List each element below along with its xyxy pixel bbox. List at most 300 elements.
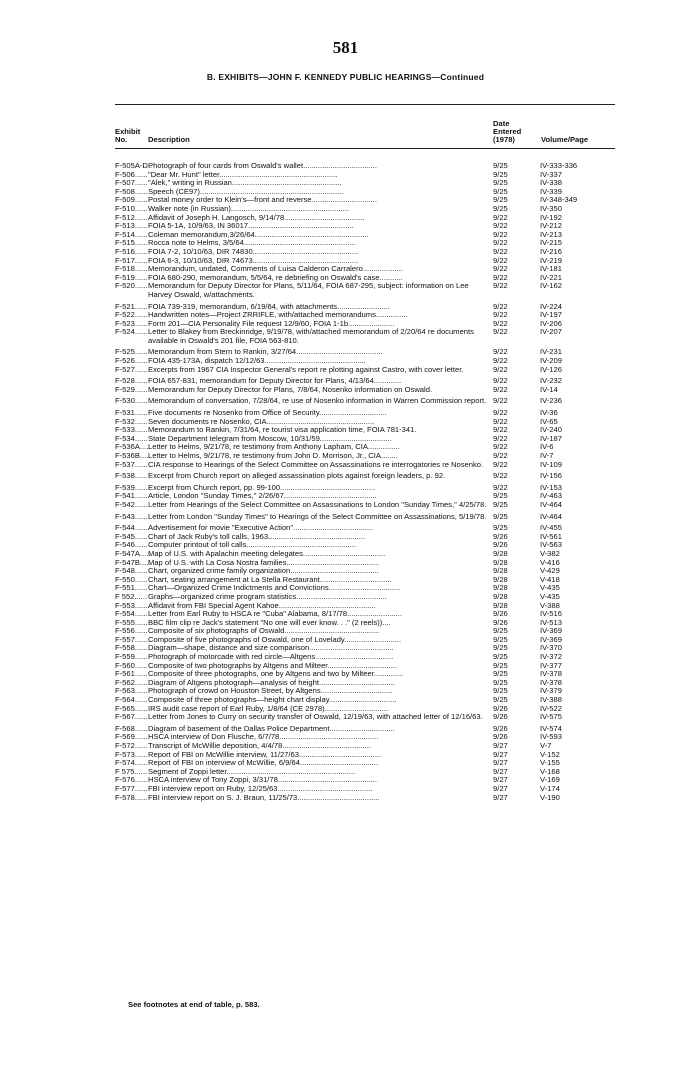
date-entered: 9/22 [493, 482, 508, 492]
table-row [115, 397, 615, 406]
volume-page: IV-192 [540, 212, 562, 222]
date-entered: 9/25 [493, 491, 508, 501]
exhibit-number: F-536A..... [115, 442, 151, 452]
exhibit-description: Graphs—organized crime program statistics........................................... [148, 591, 387, 601]
table-row [115, 713, 615, 722]
exhibit-number: F-516...... [115, 246, 148, 256]
date-entered: 9/22 [493, 425, 508, 435]
table-row [115, 328, 615, 345]
exhibit-number: F-556...... [115, 626, 148, 636]
date-entered: 9/22 [493, 442, 508, 452]
volume-page: IV-348-349 [540, 195, 578, 205]
exhibit-description: Letter from Hearings of the Select Committee on Assassinations to London "Sunday Times," 4/25/78. [148, 499, 487, 509]
exhibit-description: Chart of Jack Ruby's toll calls, 1963.............................................. [148, 531, 366, 541]
date-entered: 9/28 [493, 591, 508, 601]
volume-page: IV-181 [540, 264, 562, 274]
volume-page: IV-378 [540, 669, 562, 679]
date-entered: 9/27 [493, 766, 508, 776]
exhibit-description: IRS audit case report of Earl Ruby, 1/8/64 (CE 2978).............................. [148, 703, 389, 713]
volume-page: IV-240 [540, 425, 562, 435]
date-entered: 9/25 [493, 161, 508, 170]
date-entered: 9/25 [493, 652, 508, 662]
exhibit-number: F-505A-D.. [115, 161, 153, 170]
exhibit-number: F-528...... [115, 376, 148, 386]
table-row [115, 513, 615, 522]
exhibit-description: Excerpt from Church report on alleged assassination plots against foreign leaders, p. 92. [148, 471, 446, 481]
volume-page: IV-350 [540, 203, 562, 213]
volume-page: IV-197 [540, 310, 562, 320]
exhibit-number: F-574...... [115, 758, 148, 768]
table-row [115, 794, 615, 803]
date-entered: 9/22 [493, 281, 508, 291]
exhibit-number: F 552...... [115, 591, 148, 601]
date-entered: 9/25 [493, 186, 508, 196]
exhibit-description: FOIA 657-831, memorandum for Deputy Director for Plans, 4/13/64............. [148, 376, 402, 386]
exhibit-description: "Dear Mr. Hunt" letter........................................................ [148, 169, 338, 179]
exhibit-description: Report of FBI on interview of McWillie, 6/9/64..................................... [148, 758, 378, 768]
volume-page: IV-338 [540, 178, 562, 188]
volume-page: IV-369 [540, 626, 562, 636]
exhibit-number: F-559...... [115, 652, 148, 662]
date-entered: 9/26 [493, 703, 508, 713]
volume-page: IV-369 [540, 634, 562, 644]
date-entered: 9/28 [493, 574, 508, 584]
exhibit-number: F-538...... [115, 471, 148, 481]
exhibit-number: F-533...... [115, 425, 148, 435]
exhibit-description: FOIA 680-290, memorandum, 5/5/64, re debriefing on Oswald's case........... [148, 272, 403, 282]
volume-page: IV-212 [540, 221, 562, 231]
date-entered: 9/22 [493, 471, 508, 481]
exhibit-description: FBI interview report on S. J. Braun, 11/25/73....................................... [148, 792, 380, 802]
date-entered: 9/22 [493, 272, 508, 282]
exhibit-description: Letter to Helms, 9/21/78, re testimony from John D. Morrison, Jr., CIA........ [148, 451, 398, 460]
date-entered: 9/25 [493, 203, 508, 213]
volume-page: V-155 [540, 758, 560, 768]
volume-page: IV-378 [540, 677, 562, 687]
exhibit-description: HSCA interview of Tony Zoppi, 3/31/78............................................... [148, 775, 378, 785]
date-entered: 9/26 [493, 723, 508, 733]
volume-page: IV-563 [540, 540, 562, 550]
exhibit-number: F-555...... [115, 617, 148, 627]
exhibit-description: Coleman memorandum,3/26/64...................................................... [148, 229, 369, 239]
table-row [115, 501, 615, 510]
date-entered: 9/25 [493, 669, 508, 679]
exhibit-description: Memorandum to Rankin, 7/31/64, re tourist visa application time, FOIA 781-341. [148, 425, 417, 435]
volume-page: IV-463 [540, 491, 562, 501]
date-entered: 9/25 [493, 695, 508, 705]
exhibit-number: F-530...... [115, 396, 148, 406]
exhibit-number: F-563...... [115, 686, 148, 696]
volume-page: V-416 [540, 557, 560, 567]
exhibit-number: F-573...... [115, 749, 148, 759]
exhibit-number: F-554...... [115, 609, 148, 619]
header-top-rule [115, 104, 615, 105]
exhibit-number: F-523...... [115, 318, 148, 328]
volume-page: IV-162 [540, 281, 562, 291]
volume-page: IV-372 [540, 652, 562, 662]
date-entered: 9/22 [493, 212, 508, 222]
exhibit-description: "Alek," writing in Russian.................................................... [148, 178, 342, 188]
volume-page: IV-522 [540, 703, 562, 713]
date-entered: 9/25 [493, 511, 508, 521]
exhibit-number: F-518...... [115, 264, 148, 274]
exhibit-number: F-551...... [115, 583, 148, 593]
exhibit-number: F-534...... [115, 433, 148, 443]
date-entered: 9/26 [493, 732, 508, 742]
exhibit-description: FBI interview report on Ruby, 12/25/63............................................. [148, 783, 373, 793]
exhibit-number: F 575...... [115, 766, 148, 776]
exhibit-number: F-557...... [115, 634, 148, 644]
exhibit-number: F-513...... [115, 221, 148, 231]
exhibit-number: F-541...... [115, 491, 148, 501]
volume-page: IV-221 [540, 272, 562, 282]
exhibit-description: Photograph of four cards from Oswald's wallet................................... [148, 161, 377, 170]
volume-page: IV-224 [540, 301, 562, 311]
exhibit-number: F-564...... [115, 695, 148, 705]
exhibit-description: Memorandum of conversation, 7/28/64, re use of Nosenko information in Warren Commission report. [148, 396, 487, 406]
column-header-description: Description [148, 135, 190, 144]
volume-page: IV-213 [540, 229, 562, 239]
page-number: 581 [332, 38, 359, 57]
table-row [115, 472, 615, 481]
date-entered: 9/28 [493, 583, 508, 593]
volume-page: IV-388 [540, 695, 562, 705]
date-entered: 9/25 [493, 523, 508, 533]
exhibit-description: Letter from Earl Ruby to HSCA re "Cuba" Alabama, 8/17/78.......................... [148, 609, 402, 619]
exhibit-number: F-521...... [115, 301, 148, 311]
table-row [115, 366, 615, 375]
volume-page: IV-207 [540, 327, 562, 337]
volume-page: IV-561 [540, 531, 562, 541]
date-entered: 9/22 [493, 408, 508, 418]
volume-page: V-168 [540, 766, 560, 776]
table-row [115, 386, 615, 395]
exhibit-description: Letter from Jones to Curry on security transfer of Oswald, 12/19/63, with attached letter of 12/16/63. [148, 712, 483, 722]
date-entered: 9/27 [493, 792, 508, 802]
exhibit-description: BBC film clip re Jack's statement "No one will ever know. . ." (2 reels)).... [148, 617, 391, 627]
exhibit-description: FOIA 5-1A, 10/9/63, IN 36017.................................................. [148, 221, 354, 231]
exhibit-number: F-529...... [115, 384, 148, 394]
exhibit-table [115, 162, 615, 802]
volume-page: IV-464 [540, 511, 562, 521]
date-entered: 9/25 [493, 195, 508, 205]
volume-page: IV-236 [540, 396, 562, 406]
exhibit-number: F-539...... [115, 482, 148, 492]
volume-page: IV-219 [540, 255, 562, 265]
volume-page: IV-206 [540, 318, 562, 328]
exhibit-description: Photograph of crowd on Houston Street, by Altgens.................................. [148, 686, 393, 696]
exhibit-description: Diagram of basement of the Dallas Police Department............................... [148, 723, 395, 733]
footnote: See footnotes at end of table, p. 583. [128, 1000, 260, 1009]
column-header-exhibit-line1: Exhibit [115, 127, 141, 136]
volume-page: V-174 [540, 783, 560, 793]
volume-page: IV-153 [540, 482, 562, 492]
volume-page: IV-339 [540, 186, 562, 196]
exhibit-number: F-576...... [115, 775, 148, 785]
date-entered: 9/25 [493, 634, 508, 644]
date-entered: 9/22 [493, 459, 508, 469]
date-entered: 9/22 [493, 433, 508, 443]
exhibit-description: Diagram—shape, distance and size comparison........................................ [148, 643, 394, 653]
exhibit-description: FOIA 6-3, 10/10/63, DIR 74673.................................................. [148, 255, 359, 265]
date-entered: 9/22 [493, 376, 508, 386]
exhibit-number: F-519...... [115, 272, 148, 282]
date-entered: 9/22 [493, 229, 508, 239]
volume-page: IV-156 [540, 471, 562, 481]
volume-page: IV-593 [540, 732, 562, 742]
date-entered: 9/26 [493, 531, 508, 541]
exhibit-number: F-572...... [115, 741, 148, 750]
exhibit-description: Chart, seating arrangement at La Stella Restaurant.................................. [148, 574, 392, 584]
date-entered: 9/22 [493, 264, 508, 274]
column-header-exhibit-line2: No. [115, 135, 128, 144]
exhibit-number: F-509...... [115, 195, 148, 205]
exhibit-description: Walker note (in Russian)........................................................ [148, 203, 350, 213]
exhibit-description: Seven documents re Nosenko, CIA................................................... [148, 416, 375, 426]
exhibit-number: F-578...... [115, 792, 148, 802]
volume-page: IV-516 [540, 609, 562, 619]
exhibit-description: Form 201—CIA Personality File request 12/9/60, FOIA 1-1b...................... [148, 318, 395, 328]
running-title: B. EXHIBITS—JOHN F. KENNEDY PUBLIC HEARINGS—Continued [206, 72, 485, 82]
exhibit-description: Photograph of motorcade with red circle—Altgens..................................... [148, 652, 394, 662]
column-header-date-line2: Entered [493, 127, 522, 136]
exhibit-description: State Department telegram from Moscow, 10/31/59.................................. [148, 433, 392, 443]
exhibit-description: Transcript of McWillie deposition, 4/4/78.......................................... [148, 741, 371, 750]
exhibit-number: F-565...... [115, 703, 148, 713]
exhibit-description: Letter to Blakey from Breckinridge, 9/19/78, with/attached memorandum of 2/20/64 re documents available in Oswald's 201 file, FOIA 563-810. [148, 327, 474, 345]
date-entered: 9/22 [493, 347, 508, 357]
volume-page: IV-65 [540, 416, 558, 426]
date-entered: 9/22 [493, 364, 508, 374]
exhibit-description: Memorandum for Deputy Director for Plans, 7/8/64, Nosenko information on Oswald. [148, 384, 433, 394]
date-entered: 9/22 [493, 238, 508, 248]
volume-page: V-152 [540, 749, 560, 759]
volume-page: IV-14 [540, 384, 558, 394]
exhibit-description: Postal money order to Klein's—front and reverse............................... [148, 195, 377, 205]
exhibit-number: F-512...... [115, 212, 148, 222]
volume-page: IV-187 [540, 433, 562, 443]
exhibit-description: Composite of six photographs of Oswald............................................. [148, 626, 380, 636]
exhibit-description: Map of U.S. with La Cosa Nostra families............................................ [148, 557, 380, 567]
date-entered: 9/25 [493, 660, 508, 670]
date-entered: 9/22 [493, 255, 508, 265]
exhibit-number: F-537...... [115, 459, 148, 469]
date-entered: 9/27 [493, 741, 508, 750]
exhibit-number: F-542...... [115, 499, 148, 509]
table-row [115, 461, 615, 470]
volume-page: IV-232 [540, 376, 562, 386]
volume-page: IV-455 [540, 523, 562, 533]
exhibit-description: Rocca note to Helms, 3/5/64..................................................... [148, 238, 356, 248]
exhibit-number: F-507...... [115, 178, 148, 188]
exhibit-description: HSCA interview of Don Flusche, 6/7/78............................................... [148, 732, 379, 742]
exhibit-description: FOIA 739-319, memorandum, 6/19/64, with attachments......................... [148, 301, 390, 311]
exhibit-number: F-553...... [115, 600, 148, 610]
exhibit-description: Chart—Organized Crime Indictments and Convictions.................................. [148, 583, 401, 593]
exhibit-description: Composite of five photographs of Oswald, one of Lovelady........................... [148, 634, 402, 644]
exhibit-number: F-562...... [115, 677, 148, 687]
exhibit-number: F-522...... [115, 310, 148, 320]
date-entered: 9/26 [493, 712, 508, 722]
volume-page: IV-575 [540, 712, 562, 722]
exhibit-description: Article, London "Sunday Times," 2/26/67............................................ [148, 491, 377, 501]
volume-page: IV-36 [540, 408, 558, 418]
exhibit-description: Memorandum for Deputy Director for Plans, 5/11/64, FOIA 687-295, subject: information on Lee Harvey Oswald, w/attachments. [148, 281, 469, 299]
exhibit-number: F-568...... [115, 723, 148, 733]
volume-page: IV-337 [540, 169, 562, 179]
exhibit-number: F-543...... [115, 511, 148, 521]
date-entered: 9/25 [493, 686, 508, 696]
exhibit-number: F-561...... [115, 669, 148, 679]
volume-page: IV-126 [540, 364, 562, 374]
date-entered: 9/25 [493, 169, 508, 179]
date-entered: 9/25 [493, 499, 508, 509]
exhibit-number: F-531...... [115, 408, 148, 418]
date-entered: 9/27 [493, 749, 508, 759]
exhibit-number: F-567...... [115, 712, 148, 722]
date-entered: 9/26 [493, 609, 508, 619]
date-entered: 9/27 [493, 783, 508, 793]
volume-page: IV-513 [540, 617, 562, 627]
exhibit-description: FOIA 7-2, 10/10/63, DIR 74830.................................................. [148, 246, 359, 256]
volume-page: IV-7 [540, 451, 554, 460]
exhibit-description: Speech (CE97).................................................................... [148, 186, 344, 196]
volume-page: V-435 [540, 583, 560, 593]
date-entered: 9/22 [493, 310, 508, 320]
date-entered: 9/22 [493, 318, 508, 328]
exhibit-description: Affidavit from FBI Special Agent Kahoe.............................................. [148, 600, 376, 610]
date-entered: 9/25 [493, 178, 508, 188]
exhibit-description: Diagram of Altgens photograph—analysis of height.................................... [148, 677, 395, 687]
date-entered: 9/25 [493, 677, 508, 687]
exhibit-description: Segment of Zoppi letter............................................................. [148, 766, 356, 776]
exhibit-description: Report of FBI on McWillie interview, 11/27/63....................................... [148, 749, 382, 759]
table-row [115, 282, 615, 299]
date-entered: 9/22 [493, 396, 508, 406]
exhibit-number: F-515...... [115, 238, 148, 248]
exhibit-number: F-527...... [115, 364, 148, 374]
volume-page: IV-377 [540, 660, 562, 670]
exhibit-description: Handwritten notes—Project ZRRIFLE, with/attached memorandums............... [148, 310, 408, 320]
exhibit-number: F-546...... [115, 540, 148, 550]
header-bottom-rule [115, 148, 615, 149]
exhibit-number: F-547B..... [115, 557, 151, 567]
exhibit-description: Letter from London "Sunday Times" to Hearings of the Select Committee on Assassinations, 5/19/78. [148, 511, 487, 521]
exhibit-number: F-550...... [115, 574, 148, 584]
exhibit-number: F-536B..... [115, 451, 151, 460]
exhibit-number: F-532...... [115, 416, 148, 426]
volume-page: IV-209 [540, 356, 562, 366]
exhibit-description: Letter to Helms, 9/21/78, re testimony from Anthony Lapham, CIA............... [148, 442, 400, 452]
exhibit-number: F-510...... [115, 203, 148, 213]
volume-page: V-429 [540, 566, 560, 576]
exhibit-number: F-558...... [115, 643, 148, 653]
exhibit-description: Affidavit of Joseph H. Langosch, 9/14/78...................................... [148, 212, 365, 222]
date-entered: 9/28 [493, 566, 508, 576]
date-entered: 9/27 [493, 775, 508, 785]
date-entered: 9/22 [493, 246, 508, 256]
exhibit-description: Computer printout of toll calls.................................................... [148, 540, 357, 550]
exhibit-number: F-520...... [115, 281, 148, 291]
exhibit-number: F-544...... [115, 523, 148, 533]
volume-page: IV-574 [540, 723, 562, 733]
exhibit-description: Chart, organized crime family organization.......................................... [148, 566, 379, 576]
exhibit-number: F-577...... [115, 783, 148, 793]
volume-page: IV-6 [540, 442, 554, 452]
date-entered: 9/27 [493, 758, 508, 768]
volume-page: IV-333-336 [540, 161, 578, 170]
exhibit-description: Composite of three photographs, one by Altgens and two by Milteer.............. [148, 669, 404, 679]
exhibit-description: Excerpt from Church report, pp. 99-100............................................. [148, 482, 376, 492]
exhibit-number: F-506...... [115, 169, 148, 179]
exhibit-number: F-569...... [115, 732, 148, 742]
exhibit-description: Composite of three photographs—height chart display................................ [148, 695, 397, 705]
column-header-volume-page: Volume/Page [541, 135, 589, 144]
date-entered: 9/22 [493, 356, 508, 366]
volume-page: V-7 [540, 741, 552, 750]
volume-page: IV-379 [540, 686, 562, 696]
exhibit-description: FOIA 435-173A, dispatch 12/12/63................................................ [148, 356, 366, 366]
exhibit-number: F-508...... [115, 186, 148, 196]
date-entered: 9/25 [493, 626, 508, 636]
exhibit-description: Memorandum from Stern to Rankin, 3/27/64......................................... [148, 347, 383, 357]
column-header-date-line1: Date [493, 119, 510, 128]
volume-page: V-169 [540, 775, 560, 785]
volume-page: V-382 [540, 548, 560, 558]
date-entered: 9/26 [493, 540, 508, 550]
date-entered: 9/28 [493, 557, 508, 567]
date-entered: 9/22 [493, 327, 508, 337]
date-entered: 9/22 [493, 451, 508, 460]
exhibit-description: Five documents re Nosenko from Office of Security................................ [148, 408, 387, 418]
volume-page: IV-216 [540, 246, 562, 256]
column-header-date-line3: (1978) [493, 135, 515, 144]
exhibit-number: F-526...... [115, 356, 148, 366]
date-entered: 9/22 [493, 301, 508, 311]
volume-page: V-388 [540, 600, 560, 610]
exhibit-description: Map of U.S. with Apalachin meeting delegates....................................... [148, 548, 386, 558]
date-entered: 9/26 [493, 617, 508, 627]
volume-page: IV-464 [540, 499, 562, 509]
date-entered: 9/28 [493, 600, 508, 610]
volume-page: V-435 [540, 591, 560, 601]
date-entered: 9/28 [493, 548, 508, 558]
date-entered: 9/22 [493, 221, 508, 231]
exhibit-number: F-548...... [115, 566, 148, 576]
volume-page: IV-231 [540, 347, 562, 357]
exhibit-description: Excerpts from 1967 CIA Inspector General's report re plotting against Castro, with cover letter. [148, 364, 464, 374]
exhibit-description: CIA response to Hearings of the Select Committee on Assassinations re interrogatories re Nosenko. [148, 459, 484, 469]
exhibit-number: F-524...... [115, 327, 148, 337]
volume-page: V-418 [540, 574, 560, 584]
date-entered: 9/25 [493, 643, 508, 653]
exhibit-number: F-547A..... [115, 548, 151, 558]
exhibit-description: Memorandum, undated, Comments of Luisa Calderon Carralero................... [148, 264, 403, 274]
exhibit-number: F-545...... [115, 531, 148, 541]
exhibit-description: Composite of two photographs by Altgens and Milteer................................. [148, 660, 398, 670]
volume-page: IV-370 [540, 643, 562, 653]
volume-page: IV-215 [540, 238, 562, 248]
date-entered: 9/22 [493, 416, 508, 426]
date-entered: 9/22 [493, 384, 508, 394]
exhibit-number: F-514...... [115, 229, 148, 239]
exhibit-number: F-560...... [115, 660, 148, 670]
exhibit-number: F-525...... [115, 347, 148, 357]
exhibit-number: F-517...... [115, 255, 148, 265]
volume-page: IV-109 [540, 459, 562, 469]
exhibit-description: Advertisement for movie "Executive Action"...................................... [148, 523, 374, 533]
volume-page: V-190 [540, 792, 560, 802]
